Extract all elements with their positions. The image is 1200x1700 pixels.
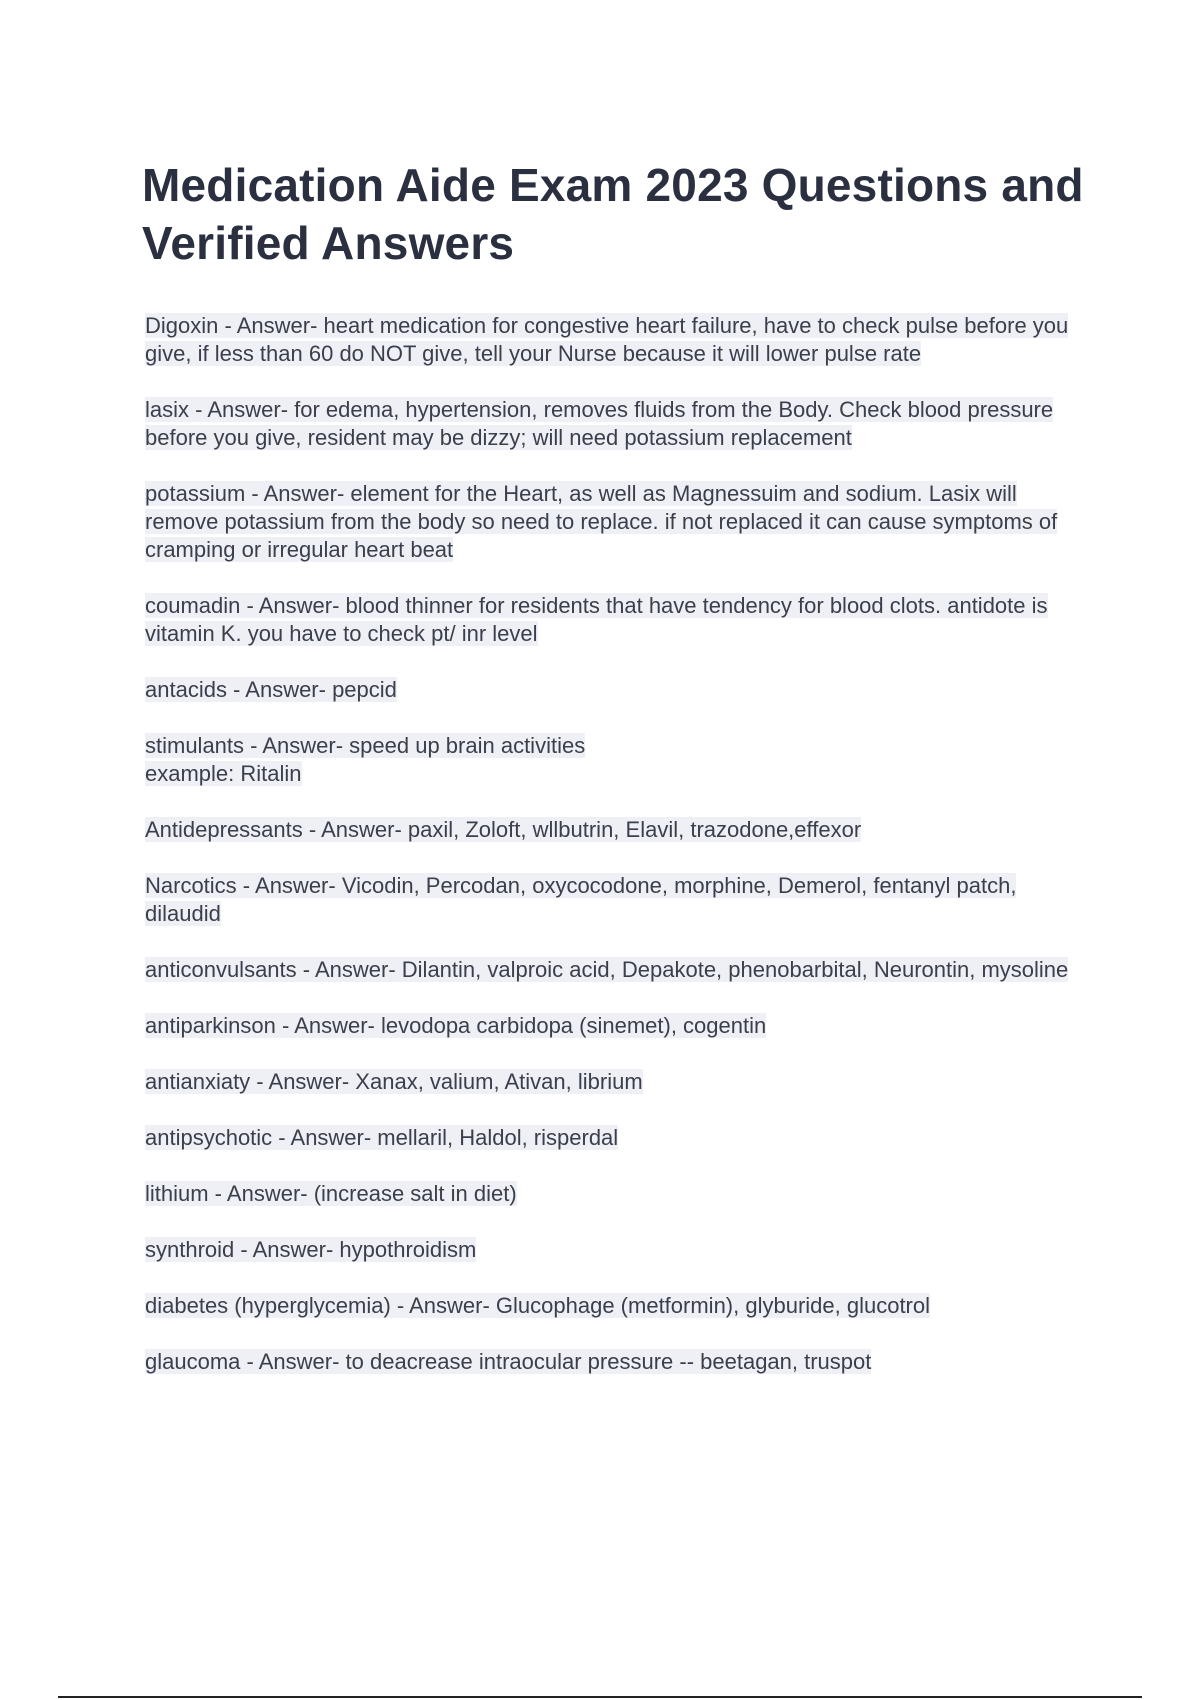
qa-item-antianxiaty <box>145 1068 1085 1096</box>
qa-item-diabetes <box>145 1292 1085 1320</box>
qa-item-narcotics <box>145 872 1085 928</box>
qa-item-lasix <box>145 396 1085 452</box>
qa-item-antiparkinson <box>145 1012 1085 1040</box>
qa-item-synthroid <box>145 1236 1085 1264</box>
qa-item-anticonvulsants <box>145 956 1085 984</box>
qa-item-coumadin <box>145 592 1085 648</box>
qa-item-glaucoma <box>145 1348 1085 1376</box>
qa-list <box>145 312 1085 1404</box>
qa-item-potassium <box>145 480 1085 564</box>
qa-text: synthroid - Answer- hypothroidism <box>145 1237 477 1262</box>
qa-item-antacids <box>145 676 1085 704</box>
qa-text: anticonvulsants - Answer- Dilantin, valproic acid, Depakote, phenobarbital, Neurontin, mysoline <box>145 957 1069 982</box>
qa-item-antipsychotic <box>145 1124 1085 1152</box>
qa-text: Narcotics - Answer- Vicodin, Percodan, oxycocodone, morphine, Demerol, fentanyl patch, dilaudid <box>145 873 1017 926</box>
page-title: Medication Aide Exam 2023 Questions and Verified Answers <box>142 159 1084 269</box>
qa-text: lithium - Answer- (increase salt in diet) <box>145 1181 517 1206</box>
qa-text: antipsychotic - Answer- mellaril, Haldol, risperdal <box>145 1125 619 1150</box>
qa-item-lithium <box>145 1180 1085 1208</box>
qa-text: coumadin - Answer- blood thinner for residents that have tendency for blood clots. antidote is vitamin K. you have to check pt/ inr level <box>145 593 1048 646</box>
qa-text: diabetes (hyperglycemia) - Answer- Glucophage (metformin), glyburide, glucotrol <box>145 1293 931 1318</box>
qa-text: stimulants - Answer- speed up brain activities example: Ritalin <box>145 733 586 786</box>
qa-text: lasix - Answer- for edema, hypertension, removes fluids from the Body. Check blood pressure before you give, resident may be dizzy; will need potassium replacement <box>145 397 1054 450</box>
qa-text: antianxiaty - Answer- Xanax, valium, Ativan, librium <box>145 1069 643 1094</box>
qa-text: antacids - Answer- pepcid <box>145 677 397 702</box>
qa-item-antidepressants <box>145 816 1085 844</box>
footer-divider <box>58 1696 1142 1698</box>
qa-text: Digoxin - Answer- heart medication for congestive heart failure, have to check pulse before you give, if less than 60 do NOT give, tell your Nurse because it will lower pulse rate <box>145 313 1069 366</box>
qa-text: antiparkinson - Answer- levodopa carbidopa (sinemet), cogentin <box>145 1013 767 1038</box>
qa-text: glaucoma - Answer- to deacrease intraocular pressure -- beetagan, truspot <box>145 1349 872 1374</box>
qa-text: Antidepressants - Answer- paxil, Zoloft, wllbutrin, Elavil, trazodone,effexor <box>145 817 862 842</box>
qa-text: potassium - Answer- element for the Heart, as well as Magnessuim and sodium. Lasix will remove potassium from the body so need to replace. if not replaced it can cause symptoms of cramping or irregular heart beat <box>145 481 1058 562</box>
qa-item-stimulants <box>145 732 1085 788</box>
qa-item-digoxin <box>145 312 1085 368</box>
